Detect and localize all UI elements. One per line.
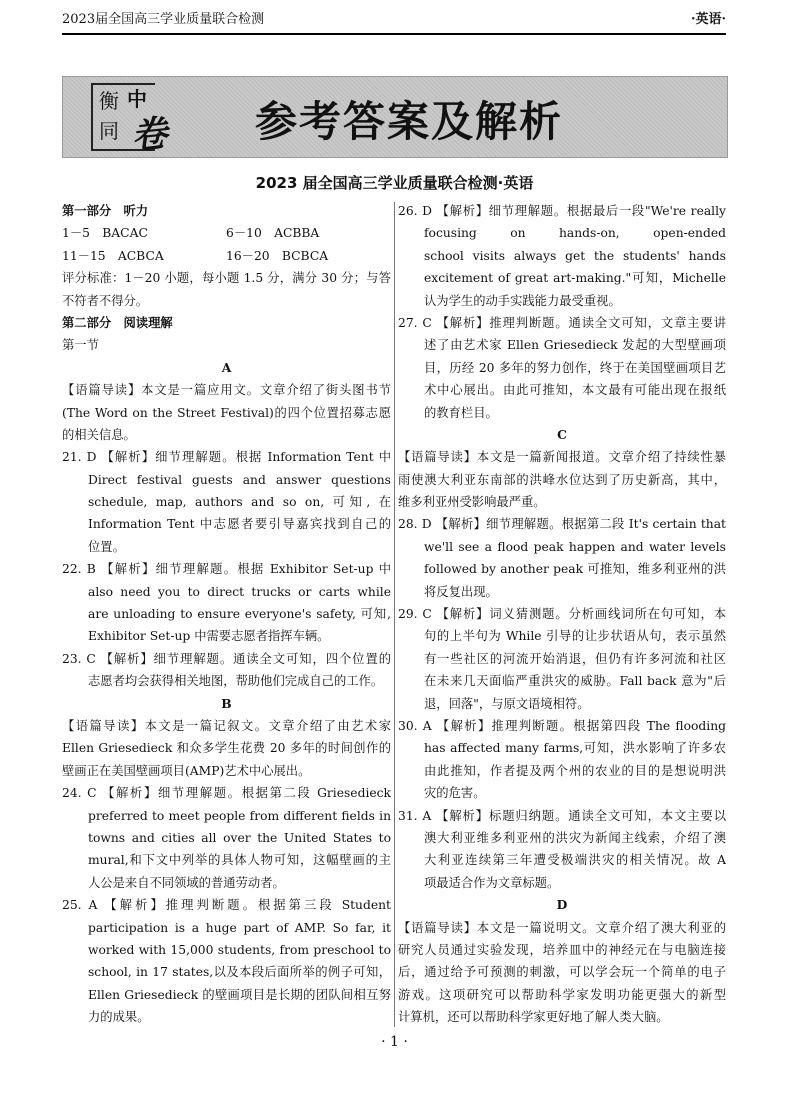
answer-26: excitement of great art-making."可知，Michelle	[424, 271, 726, 286]
passage-d-intro: 【语篇导读】本文是一篇说明文。文章介绍了澳大利亚的	[398, 920, 726, 935]
passage-a-intro: 的相关信息。	[62, 427, 136, 442]
answer-31: 项最适合作为文章标题。	[424, 875, 560, 890]
answer-23: 23. C 【解析】细节理解题。通读全文可知，四个位置的	[62, 651, 391, 666]
answer-key: 6－10 ACBBA	[226, 226, 320, 241]
answer-27: 术中心展出。由此可推知，本文最有可能出现在报纸	[424, 383, 726, 398]
answer-30: has affected many farms,可知，洪水影响了许多农	[424, 741, 726, 756]
answer-25: school, in 17 states,以及本段后面所举的例子可知，	[88, 965, 391, 980]
answer-31: 31. A 【解析】标题归纳题。通读全文可知，本文主要以	[398, 808, 726, 823]
answer-24: 24. C 【解析】细节理解题。根据第二段 Griesedieck	[62, 786, 391, 801]
page-title: 2023 届全国高三学业质量联合检测·英语	[255, 174, 534, 192]
answer-22: also need you to direct trucks or carts while	[88, 584, 391, 599]
answer-28: 28. D 【解析】细节理解题。根据第二段 It's certain that	[398, 517, 726, 532]
passage-c-heading: C	[557, 426, 567, 442]
hengzhong-logo	[81, 79, 201, 158]
answer-21: schedule, map, authors and so on, 可知, 在	[88, 495, 391, 510]
answer-25: Ellen Griesedieck 的壁画项目是长期的团队间相互努	[88, 987, 391, 1002]
answer-key: 1－5 BACAC	[62, 226, 148, 241]
answer-27: 的教育栏目。	[424, 405, 498, 420]
answer-28: we'll see a flood peak happen and water levels	[424, 539, 726, 554]
passage-b-heading: B	[221, 695, 232, 711]
answer-29: 退，回落"，与原文语境相符。	[424, 696, 590, 711]
answer-29: 句的上半句为 While 引导的让步状语从句，表示虽然	[424, 629, 726, 644]
answer-26: 认为学生的动手实践能力最受重视。	[424, 293, 621, 308]
header-exam-title: 2023届全国高三学业质量联合检测	[62, 12, 265, 27]
answer-30: 30. A 【解析】推理判断题。根据第四段 The flooding	[398, 718, 726, 733]
answer-22: 22. B 【解析】细节理解题。根据 Exhibitor Set-up 中	[62, 562, 391, 577]
passage-d-intro: 计算机，还可以帮助科学家更好地了解人类大脑。	[398, 1010, 669, 1025]
passage-b-intro: Ellen Griesedieck 和众多学生花费 20 多年的时间创作的	[62, 741, 391, 756]
answer-22: Exhibitor Set-up 中需要志愿者指挥车辆。	[88, 629, 330, 644]
passage-c-intro: 【语篇导读】本文是一篇新闻报道。文章介绍了持续性暴	[398, 450, 726, 465]
section1-heading: 第一节	[62, 338, 99, 353]
answer-24: preferred to meet people from different fields in	[88, 808, 391, 823]
answer-31: 大利亚连续第三年遭受极端洪灾的相关情况。故 A	[424, 853, 726, 868]
answer-21: Information Tent 中志愿者要引导嘉宾找到自己的	[88, 517, 391, 532]
passage-c-intro: 维多利亚州受影响最严重。	[398, 495, 546, 510]
answer-27: 27. C 【解析】推理判断题。通读全文可知，文章主要讲	[398, 315, 726, 330]
part2-heading: 第二部分 阅读理解	[62, 314, 173, 330]
answer-29: 29. C 【解析】词义猜测题。分析画线词所在句可知，本	[398, 607, 726, 622]
page-number: · 1 ·	[381, 1034, 408, 1050]
answer-30: 由此推知，作者提及两个州的农业的目的是想说明洪	[424, 763, 726, 778]
answer-28: 将反复出现。	[424, 584, 498, 599]
column-divider	[394, 202, 395, 1027]
passage-a-heading: A	[221, 359, 232, 375]
answer-29: 在未来几天面临严重洪灾的威胁。Fall back 意为"后	[424, 674, 726, 689]
passage-a-intro: 【语篇导读】本文是一篇应用文。文章介绍了街头图书节	[62, 383, 391, 398]
answer-21: Direct festival guests and answer questions	[88, 472, 391, 487]
running-header	[62, 6, 726, 34]
answer-25: 25. A 【解析】推理判断题。根据第三段 Student	[62, 898, 391, 913]
passage-d-heading: D	[556, 897, 568, 913]
right-column	[398, 200, 726, 1028]
passage-c-intro: 雨使澳大利亚东南部的洪峰水位达到了历史新高，其中，	[398, 472, 726, 487]
scoring-standard-cont: 不符者不得分。	[62, 293, 149, 308]
answer-25: worked with 15,000 students, from preschool to	[88, 942, 391, 957]
logo-char-1: 衡	[99, 89, 119, 113]
answer-24: towns and cities all over the United States to	[88, 830, 391, 845]
answer-key: 11－15 ACBCA	[62, 248, 164, 263]
answer-24: mural,和下文中列举的具体人物可知，这幅壁画的主	[88, 853, 391, 868]
answer-24: 人公是来自不同领域的普通劳动者。	[88, 875, 285, 890]
answer-26: focusing on hands-on, open-ended	[424, 226, 726, 241]
banner-title: 参考答案及解析	[255, 97, 564, 146]
passage-d-intro: 研究人员通过实验发现，培养皿中的神经元在与电脑连接	[398, 942, 726, 957]
answer-26: 26. D 【解析】细节理解题。根据最后一段"We're really	[398, 204, 726, 218]
header-rule	[62, 33, 726, 35]
answer-keys-row-2	[62, 245, 391, 267]
answer-27: 目，历经 20 多年的努力创作，终于在美国壁画项目艺	[424, 360, 726, 375]
answer-28: followed by another peak 可推知，维多利亚州的洪	[424, 562, 726, 577]
passage-b-intro: 【语篇导读】本文是一篇记叙文。文章介绍了由艺术家	[62, 718, 391, 733]
answer-26: school visits always get the students' hands	[424, 248, 726, 263]
title-banner	[62, 76, 728, 158]
answer-21: 位置。	[88, 539, 125, 554]
answer-25: participation is a huge part of AMP. So far, it	[88, 920, 391, 935]
answer-31: 澳大利亚维多利亚州的洪灾为新闻主线索，介绍了澳	[424, 830, 726, 845]
passage-b-intro: 壁画正在美国壁画项目(AMP)艺术中心展出。	[62, 763, 311, 778]
scoring-standard: 评分标准：1－20 小题，每小题 1.5 分，满分 30 分；与答	[62, 271, 391, 286]
answer-25: 力的成果。	[88, 1010, 150, 1025]
part1-heading: 第一部分 听力	[62, 203, 149, 218]
logo-char-2: 中	[127, 87, 147, 111]
passage-a-intro: (The Word on the Street Festival)的四个位置招募志愿	[62, 405, 391, 420]
answer-21: 21. D 【解析】细节理解题。根据 Information Tent 中	[62, 450, 391, 465]
answer-29: 有一些社区的河流开始消退，但仍有许多河流和社区	[424, 651, 726, 666]
answer-23: 志愿者均会获得相关地图，帮助他们完成自己的工作。	[88, 674, 384, 689]
answer-key: 16－20 BCBCA	[226, 248, 329, 263]
logo-char-4: 卷	[129, 112, 170, 158]
passage-d-intro: 游戏。这项研究可以帮助科学家发明功能更强大的新型	[398, 987, 726, 1002]
answer-22: are unloading to ensure everyone's safety, 可知,	[88, 607, 391, 622]
passage-d-intro: 后，通过给予可预测的刺激，可以学会玩一个简单的电子	[398, 965, 726, 980]
left-column	[62, 200, 391, 1028]
answer-27: 述了由艺术家 Ellen Griesedieck 发起的大型壁画项	[424, 338, 726, 353]
logo-char-3: 同	[99, 119, 119, 143]
answer-keys-row-1	[62, 222, 391, 244]
answer-30: 灾的危害。	[424, 786, 486, 801]
header-subject: ·英语·	[690, 12, 726, 27]
